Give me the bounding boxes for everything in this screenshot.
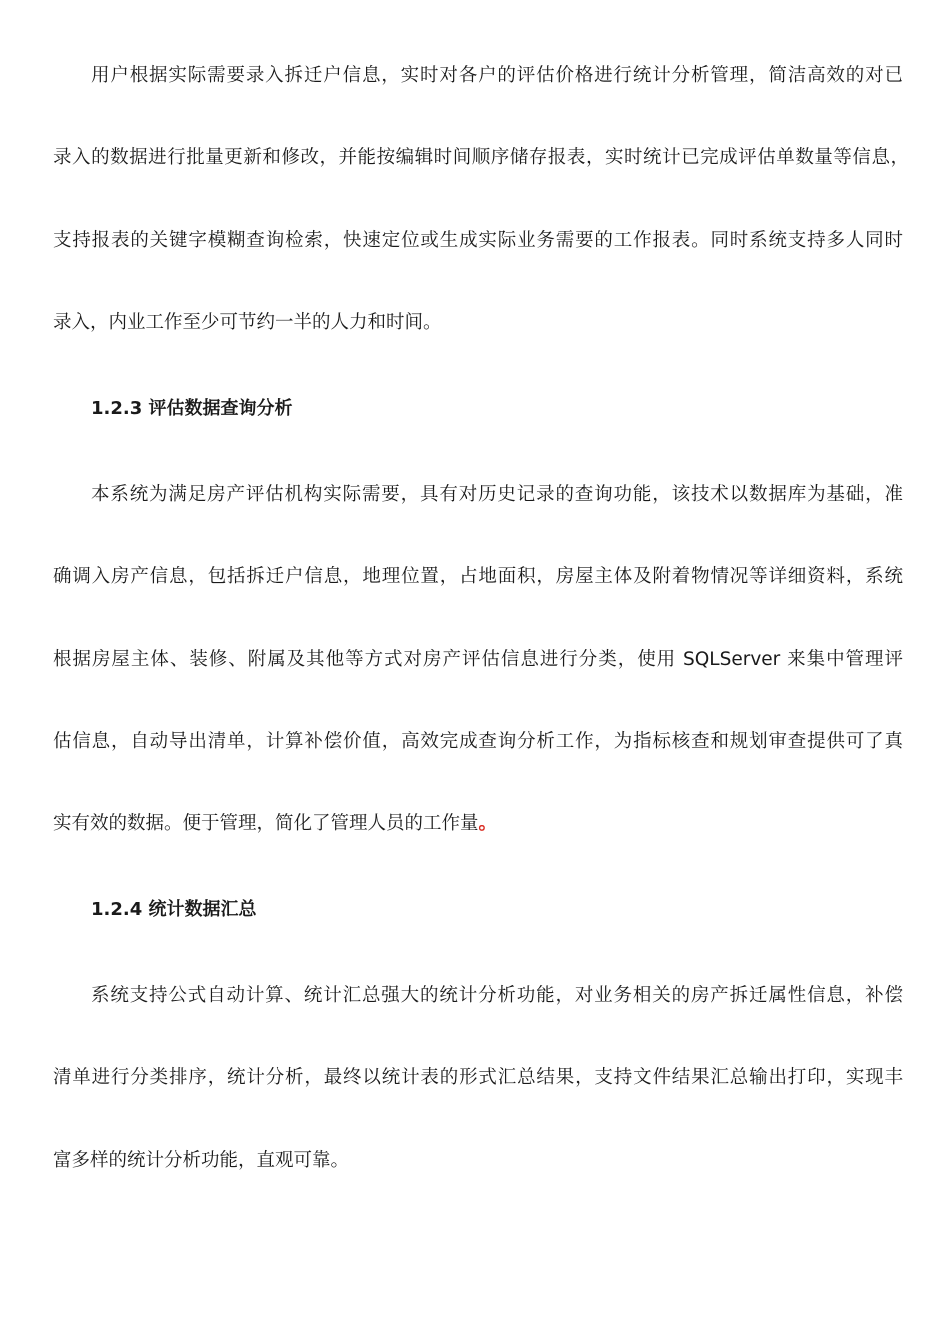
paragraph-line: 估信息，自动导出清单，计算补偿价值，高效完成查询分析工作，为指标核查和规划审查提供可了真: [53, 731, 903, 752]
paragraph-line: [53, 812, 903, 836]
revision-mark: 。: [478, 813, 498, 834]
section-heading: 1.2.3 评估数据查询分析: [91, 398, 293, 419]
paragraph-line: 本系统为满足房产评估机构实际需要，具有对历史记录的查询功能，该技术以数据库为基础，准: [91, 484, 903, 505]
paragraph-line: 清单进行分类排序，统计分析，最终以统计表的形式汇总结果，支持文件结果汇总输出打印，实现丰: [53, 1067, 903, 1088]
paragraph-line: 录入的数据进行批量更新和修改，并能按编辑时间顺序储存报表，实时统计已完成评估单数量等信息，: [53, 147, 909, 168]
section-heading: 1.2.4 统计数据汇总: [91, 899, 257, 920]
paragraph-text: 实有效的数据。便于管理，简化了管理人员的工作量: [53, 813, 479, 834]
paragraph-line: 系统支持公式自动计算、统计汇总强大的统计分析功能，对业务相关的房产拆迁属性信息，补偿: [91, 985, 903, 1006]
paragraph-line: 支持报表的关键字模糊查询检索，快速定位或生成实际业务需要的工作报表。同时系统支持多人同时: [53, 230, 903, 251]
paragraph-line: 富多样的统计分析功能，直观可靠。: [53, 1150, 350, 1171]
paragraph-line: 用户根据实际需要录入拆迁户信息，实时对各户的评估价格进行统计分析管理，简洁高效的对已: [91, 65, 903, 86]
paragraph-line: 录入，内业工作至少可节约一半的人力和时间。: [53, 312, 442, 333]
paragraph-line: 确调入房产信息，包括拆迁户信息，地理位置，占地面积，房屋主体及附着物情况等详细资料，系统: [53, 566, 903, 587]
paragraph-line: 根据房屋主体、装修、附属及其他等方式对房产评估信息进行分类，使用 SQLServer 来集中管理评: [53, 649, 903, 670]
